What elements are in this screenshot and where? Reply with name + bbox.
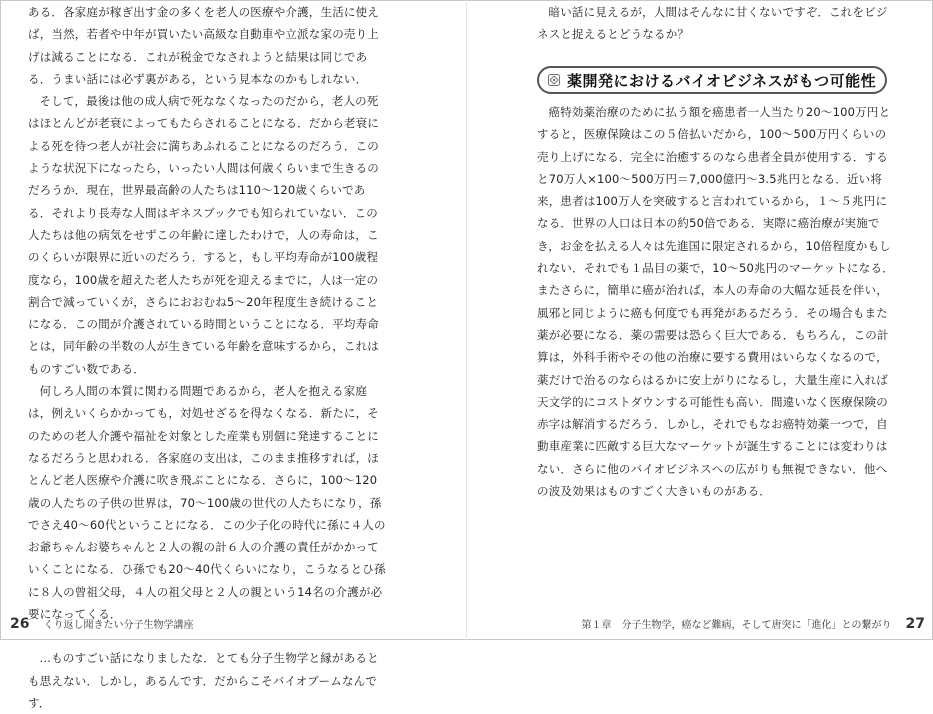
running-title: くり返し聞きたい分子生物学講座 — [43, 620, 194, 631]
left-footer — [10, 616, 193, 632]
running-title: 第１章 分子生物学，癌など難病，そして唐突に「進化」との繋がり — [581, 620, 892, 631]
page-number: 26 — [10, 616, 30, 632]
intro-paragraph: 暗い話に見えるが，人間はそんなに甘くないですぞ．これをビジネスと捉えるとどうなるか？ — [537, 5, 888, 42]
right-intro-text — [537, 1, 897, 46]
right-body-text — [537, 101, 897, 502]
paragraph: ある．各家庭が稼ぎ出す金の多くを老人の医療や介護，生活に使えば，当然，若者や中年が買いたい高級な自動車や立派な家の売り上げは減ることになる．これが税金でなされようと結果は同じである．うまい話には必ず裏がある，という見本なのかもしれない． — [28, 5, 379, 86]
right-footer — [582, 616, 925, 632]
diamond-bullet-icon — [547, 73, 561, 87]
paragraph: 癌特効薬治療のために払う額を癌患者一人当たり20〜100万円とすると，医療保険はこの５倍払いだから，100〜500万円くらいの売り上げになる．完全に治癒するのなら患者全員が使用する．すると70万人×100〜500万円＝7,000億円〜3.5兆円となる．近い将来，患者は100万人を突破すると言われているから，１〜５兆円になる．世界の人口は日本の約50倍である．実際に癌治療が実施でき，お金を払える人々は先進国に限定されるから，10倍程度かもしれない．それでも１品目の薬で，10〜50兆円のマーケットになる．またさらに，簡単に癌が治れば，本人の寿命の大幅な延長を伴い，風邪と同じように癌も何度でも再発があるだろう．その場合もまた薬が必要になる．薬の需要は恐らく巨大である．もちろん，この計算は，外科手術やその他の治療に要する費用はいらなくなるので，薬だけで治るのならはるかに安上がりになるし，大量生産に入れば天文学的にコストダウンする可能性も高い．間違いなく医療保険の赤字は解消するだろう．しかし，それでもなお癌特効薬一つで，自動車産業に匹敵する巨大なマーケットが誕生することには変わりはない．さらに他のバイオビジネスへの広がりも無視できない．他への波及効果はものすごく大きいものがある． — [537, 105, 894, 499]
page-number: 27 — [905, 616, 925, 632]
paragraph: 何しろ人間の本質に関わる問題であるから，老人を抱える家庭は，例えいくらかかっても，対処せざるを得なくなる．新たに，そのための老人介護や福祉を対象とした産業も別個に発達することになるだろうと思われる．各家庭の支出は，このまま推移すれば，ほとんど老人医療や介護に吹き飛ぶことになる．さらに，100〜120歳の人たちの子供の世界は，70〜100歳の世代の人たちになり，孫でさえ40〜60代ということになる．この少子化の時代に孫に４人のお爺ちゃんお婆ちゃんと２人の親の計６人の介護の責任がかかっていくことになる．ひ孫でも20〜40代くらいになり，こうなるとひ孫に８人の曾祖父母，４人の祖父母と２人の親という14名の介護が必要になってくる． — [28, 384, 386, 622]
section-title: 薬開発におけるバイオビジネスがもつ可能性 — [567, 71, 877, 90]
section-heading-box — [537, 66, 887, 94]
left-page — [0, 0, 466, 710]
dialogue-paragraph: …ものすごい話になりましたな．とても分子生物学と縁があるとも思えない．しかし，あるんです．だからこそバイオブームなんです． — [28, 651, 379, 710]
left-body-text — [28, 1, 388, 714]
right-page — [467, 0, 933, 640]
paragraph: そして，最後は他の成人病で死ななくなったのだから，老人の死はほとんどが老衰によってもたらされることになる．だから老衰による死を待つ老人が社会に満ちあふれることになるのだろう．このような状況下になったら，いったい人間は何歳くらいまで生きるのだろうか．現在，世界最高齢の人たちは110〜120歳くらいである．それより長寿な人間はギネスブックでも知られていない．この人たちは他の病気をせずこの年齢に達したわけで，人の寿命は，このくらいが限界に近いのだろう．すると，もし平均寿命が100歳程度なら，100歳を超えた老人たちが死を迎えるまでに，人は一定の割合で減っていくが，さらにおおむね5〜20年程度生き続けることになる．この間が介護されている時間ということになる．平均寿命とは，同年齢の半数の人が生きている年齢を意味するから，これはものすごい数である． — [28, 94, 379, 376]
